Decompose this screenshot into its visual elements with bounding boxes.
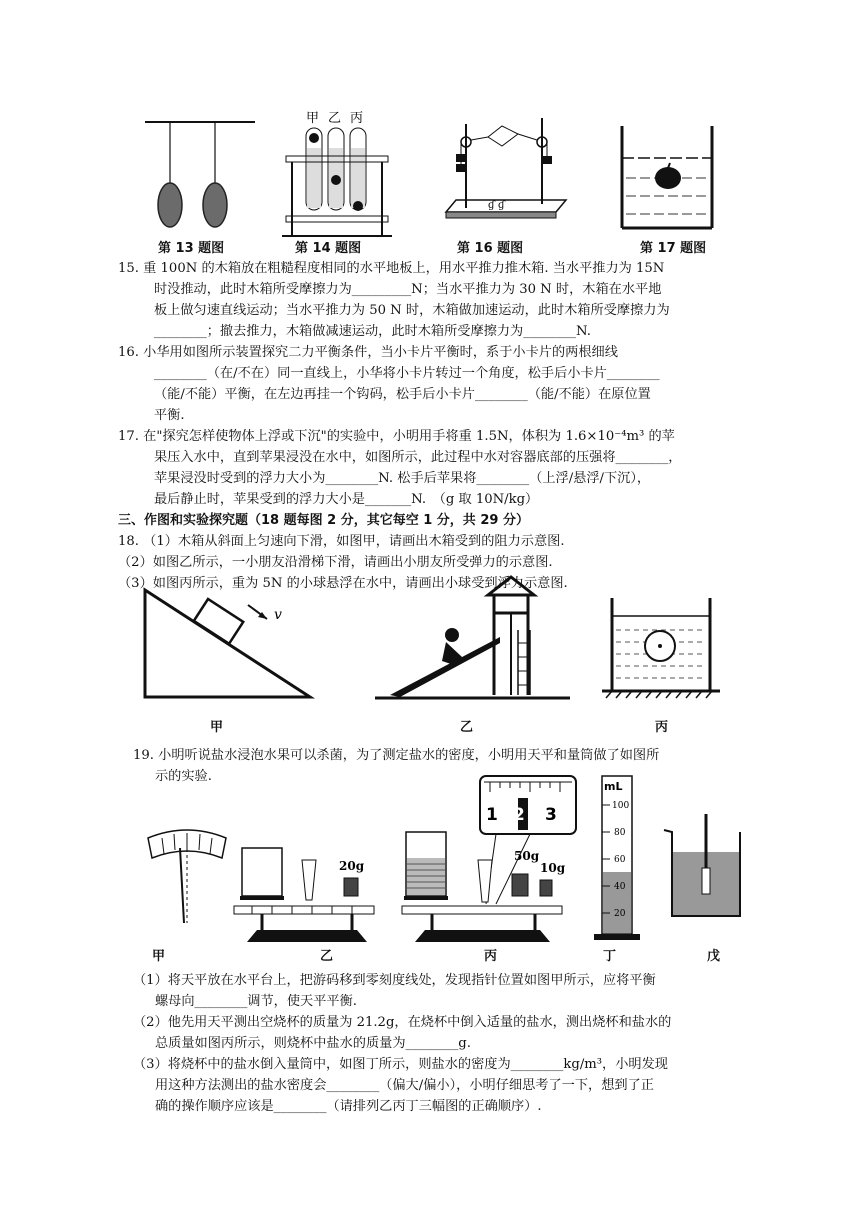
fig19-label-yi: 乙	[320, 949, 334, 964]
q18-line-2: （2）如图乙所示，一小朋友沿滑梯下滑，请画出小朋友所受弹力的示意图.	[118, 555, 553, 570]
figure-19-bing-balance	[400, 770, 580, 948]
scale-num-1: 1	[486, 805, 498, 825]
q17-line-1: 17. 在"探究怎样使物体上浮或下沉"的实验中，小明用手将重 1.5N，体积为 1.6×10⁻⁴m³ 的苹	[118, 429, 675, 444]
svg-text:ɠ ɠ: ɠ ɠ	[488, 200, 505, 211]
fig19-label-bing: 丙	[484, 949, 498, 964]
fig19-label-wu: 戊	[707, 949, 721, 964]
caption-fig17: 第 17 题图	[640, 241, 707, 256]
questions-15-18	[118, 258, 738, 594]
q15-line-4: ________；撤去推力，木箱做减速运动，此时木箱所受摩擦力为________N.	[154, 324, 591, 339]
fig19-label-ding: 丁	[603, 949, 617, 964]
figure-19-ding-cylinder	[590, 772, 640, 944]
figure-19-jia-pointer	[142, 828, 232, 926]
fig18-label-yi: 乙	[460, 720, 474, 735]
q17-line-3: 苹果浸没时受到的浮力大小为________N. 松手后苹果将________（上浮/悬浮/下沉），	[154, 471, 651, 486]
figure-19-yi-balance	[232, 840, 382, 948]
q19-line-1: 19. 小明听说盐水浸泡水果可以杀菌，为了测定盐水的密度，小明用天平和量筒做了如图所	[133, 748, 660, 763]
fig19-label-jia: 甲	[152, 949, 166, 964]
q18-line-3: （3）如图丙所示，重为 5N 的小球悬浮在水中，请画出小球受到浮力示意图.	[118, 576, 568, 591]
question-19-subparts	[133, 970, 753, 1117]
figure-18-bing-ball	[600, 590, 725, 702]
q15-line-3: 板上做匀速直线运动；当水平推力为 50 N 时，木箱做加速运动，此时木箱所受摩擦力为	[154, 303, 670, 318]
tick-100: 100	[612, 801, 630, 811]
tube-label-bing: 丙	[350, 111, 364, 126]
tick-20: 20	[614, 909, 626, 919]
q16-line-1: 16. 小华用如图所示装置探究二力平衡条件，当小卡片平衡时，系于小卡片的两根细线	[118, 345, 618, 360]
q19-sub3-line-3: 确的操作顺序应该是________（请排列乙丙丁三幅图的正确顺序）.	[155, 1099, 542, 1114]
caption-fig14: 第 14 题图	[295, 241, 362, 256]
weight-10g: 10g	[540, 861, 566, 875]
fig18-label-jia: 甲	[210, 720, 224, 735]
weight-50g: 50g	[514, 849, 540, 863]
q16-line-4: 平衡.	[154, 408, 185, 423]
figure-13	[140, 112, 260, 237]
scale-num-2: 2	[513, 805, 525, 825]
figure-18-yi-slide	[370, 575, 575, 705]
cylinder-unit: mL	[604, 780, 623, 793]
q19-sub1-line-1: （1）将天平放在水平台上，把游码移到零刻度线处，发现指针位置如图甲所示，应将平衡	[133, 973, 656, 988]
q18-line-1: 18. （1）木箱从斜面上匀速向下滑，如图甲，请画出木箱受到的阻力示意图.	[118, 534, 565, 549]
velocity-label: v	[274, 607, 282, 623]
q19-line-2: 示的实验.	[155, 769, 212, 784]
scale-num-3: 3	[545, 805, 557, 825]
figure-19-wu-beaker	[660, 812, 750, 922]
q15-line-1: 15. 重 100N 的木箱放在粗糙程度相同的水平地板上，用水平推力推木箱. 当水平推力为 15N	[118, 261, 665, 276]
section-3-heading: 三、作图和实验探究题（18 题每图 2 分，其它每空 1 分，共 29 分）	[118, 513, 529, 528]
figure-18-jia-incline	[140, 585, 320, 705]
weight-20g: 20g	[339, 859, 365, 873]
q17-line-4: 最后静止时，苹果受到的浮力大小是_______N. （g 取 10N/kg）	[154, 492, 539, 507]
figure-16	[436, 104, 576, 234]
caption-fig13: 第 13 题图	[158, 241, 225, 256]
tube-label-jia: 甲	[306, 111, 320, 126]
figure-17	[612, 118, 722, 236]
figure-14	[282, 108, 392, 238]
q16-line-2: ________（在/不在）同一直线上，小华将小卡片转过一个角度，松手后小卡片________	[154, 366, 660, 381]
q17-line-2: 果压入水中，直到苹果浸没在水中，如图所示，此过程中水对容器底部的压强将________，	[154, 450, 682, 465]
q19-sub2-line-2: 总质量如图丙所示，则烧杯中盐水的质量为________g.	[155, 1036, 471, 1051]
q16-line-3: （能/不能）平衡，在左边再挂一个钩码，松手后小卡片________（能/不能）在原位置	[154, 387, 651, 402]
q19-sub2-line-1: （2）他先用天平测出空烧杯的质量为 21.2g，在烧杯中倒入适量的盐水，测出烧杯和盐水的	[133, 1015, 672, 1030]
tube-label-yi: 乙	[328, 111, 342, 126]
tick-40: 40	[614, 882, 626, 892]
tick-80: 80	[614, 828, 626, 838]
caption-fig16: 第 16 题图	[457, 241, 524, 256]
q19-sub3-line-2: 用这种方法测出的盐水密度会________（偏大/偏小），小明仔细思考了一下，想到了正	[155, 1078, 654, 1093]
tick-60: 60	[614, 855, 626, 865]
q19-sub3-line-1: （3）将烧杯中的盐水倒入量筒中，如图丁所示，则盐水的密度为________kg/m³，小明发现	[133, 1057, 668, 1072]
q15-line-2: 时没推动，此时木箱所受摩擦力为_________N；当水平推力为 30 N 时，木箱在水平地	[154, 282, 662, 297]
q19-sub1-line-2: 螺母向________调节，使天平平衡.	[155, 994, 358, 1009]
fig18-label-bing: 丙	[655, 720, 669, 735]
